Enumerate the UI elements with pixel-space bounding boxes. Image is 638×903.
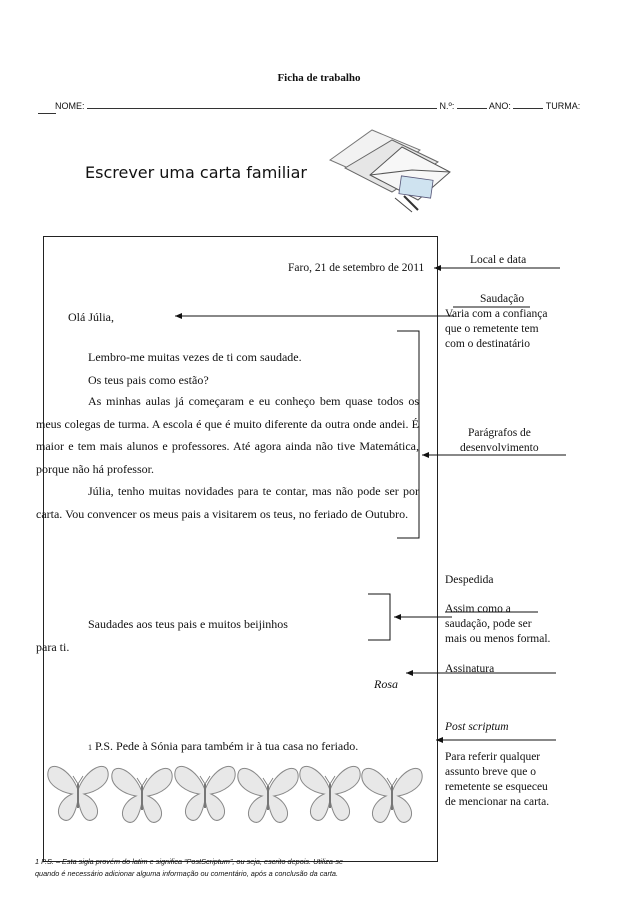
ano-label: ANO: <box>488 101 511 111</box>
annotation-ps-l2: assunto breve que o <box>445 766 537 778</box>
postscript-text: P.S. Pede à Sónia para também ir à tua casa no feriado. <box>95 739 359 753</box>
annotation-ps-l1: Para referir qualquer <box>445 751 541 763</box>
letter-signature: Rosa <box>374 677 398 691</box>
letter-paragraph-1: Lembro-me muitas vezes de ti com saudade. <box>88 350 302 364</box>
annotation-despedida: Despedida <box>445 574 494 586</box>
nome-label: NOME: <box>55 101 85 111</box>
page-title: Ficha de trabalho <box>277 72 361 84</box>
footnote-line-1: 1 P.S. – Esta sigla provém do latim e significa “PostScriptum”, ou seja, escrito depois. Utiliza-se <box>35 857 344 866</box>
annotation-local-data: Local e data <box>470 254 527 266</box>
numero-label: N.º: <box>439 101 455 111</box>
annotation-assinatura: Assinatura <box>445 663 495 675</box>
letter-greeting: Olá Júlia, <box>68 310 114 324</box>
annotation-despedida-l1: Assim como a <box>445 603 511 615</box>
letter-place-date: Faro, 21 de setembro de 2011 <box>288 262 425 274</box>
letter-paragraph-4-text: Júlia, tenho muitas novidades para te contar, mas não pode ser por carta. Vou convencer os meus pais a visitarem os teus, no feriado de Outubro. <box>36 484 419 521</box>
turma-label: TURMA: <box>545 101 581 111</box>
letter-paragraph-2: Os teus pais como estão? <box>88 373 209 387</box>
annotation-despedida-l2: saudação, pode ser <box>445 618 532 630</box>
letter-closing-1: Saudades aos teus pais e muitos beijinhos <box>88 617 288 631</box>
letter-paragraph-3-text: As minhas aulas já começaram e eu conheço bem quase todos os meus colegas de turma. A escola é que é muito diferente da outra onde andei. É maior e tem mais alunos e professores. Até agora ainda não tive Matemática, porque não há professor. <box>36 394 419 476</box>
annotation-ps-l4: de mencionar na carta. <box>445 796 550 808</box>
postscript-number: 1 <box>88 743 92 752</box>
annotation-saudacao-l2: que o remetente tem <box>445 323 539 335</box>
bracket-paragrafos <box>397 331 419 538</box>
annotation-saudacao-title: Saudação <box>480 293 525 305</box>
annotation-despedida-l3: mais ou menos formal. <box>445 633 551 645</box>
annotation-saudacao-l1: Varia com a confiança <box>445 308 548 320</box>
letter-closing-2: para ti. <box>36 640 70 654</box>
footnote <box>35 856 455 880</box>
footnote-line-2: quando é necessário adicionar alguma informação ou comentário, após a conclusão da carta. <box>35 869 339 878</box>
annotation-saudacao-l3: com o destinatário <box>445 338 530 350</box>
worksheet-subtitle: Escrever uma carta familiar <box>85 163 307 182</box>
annotation-ps-title: Post scriptum <box>445 721 509 733</box>
annotation-paragrafos-l1: Parágrafos de <box>468 427 531 439</box>
bracket-despedida <box>368 594 390 640</box>
annotation-ps-l3: remetente se esqueceu <box>445 781 548 793</box>
annotation-paragrafos-l2: desenvolvimento <box>460 442 539 454</box>
